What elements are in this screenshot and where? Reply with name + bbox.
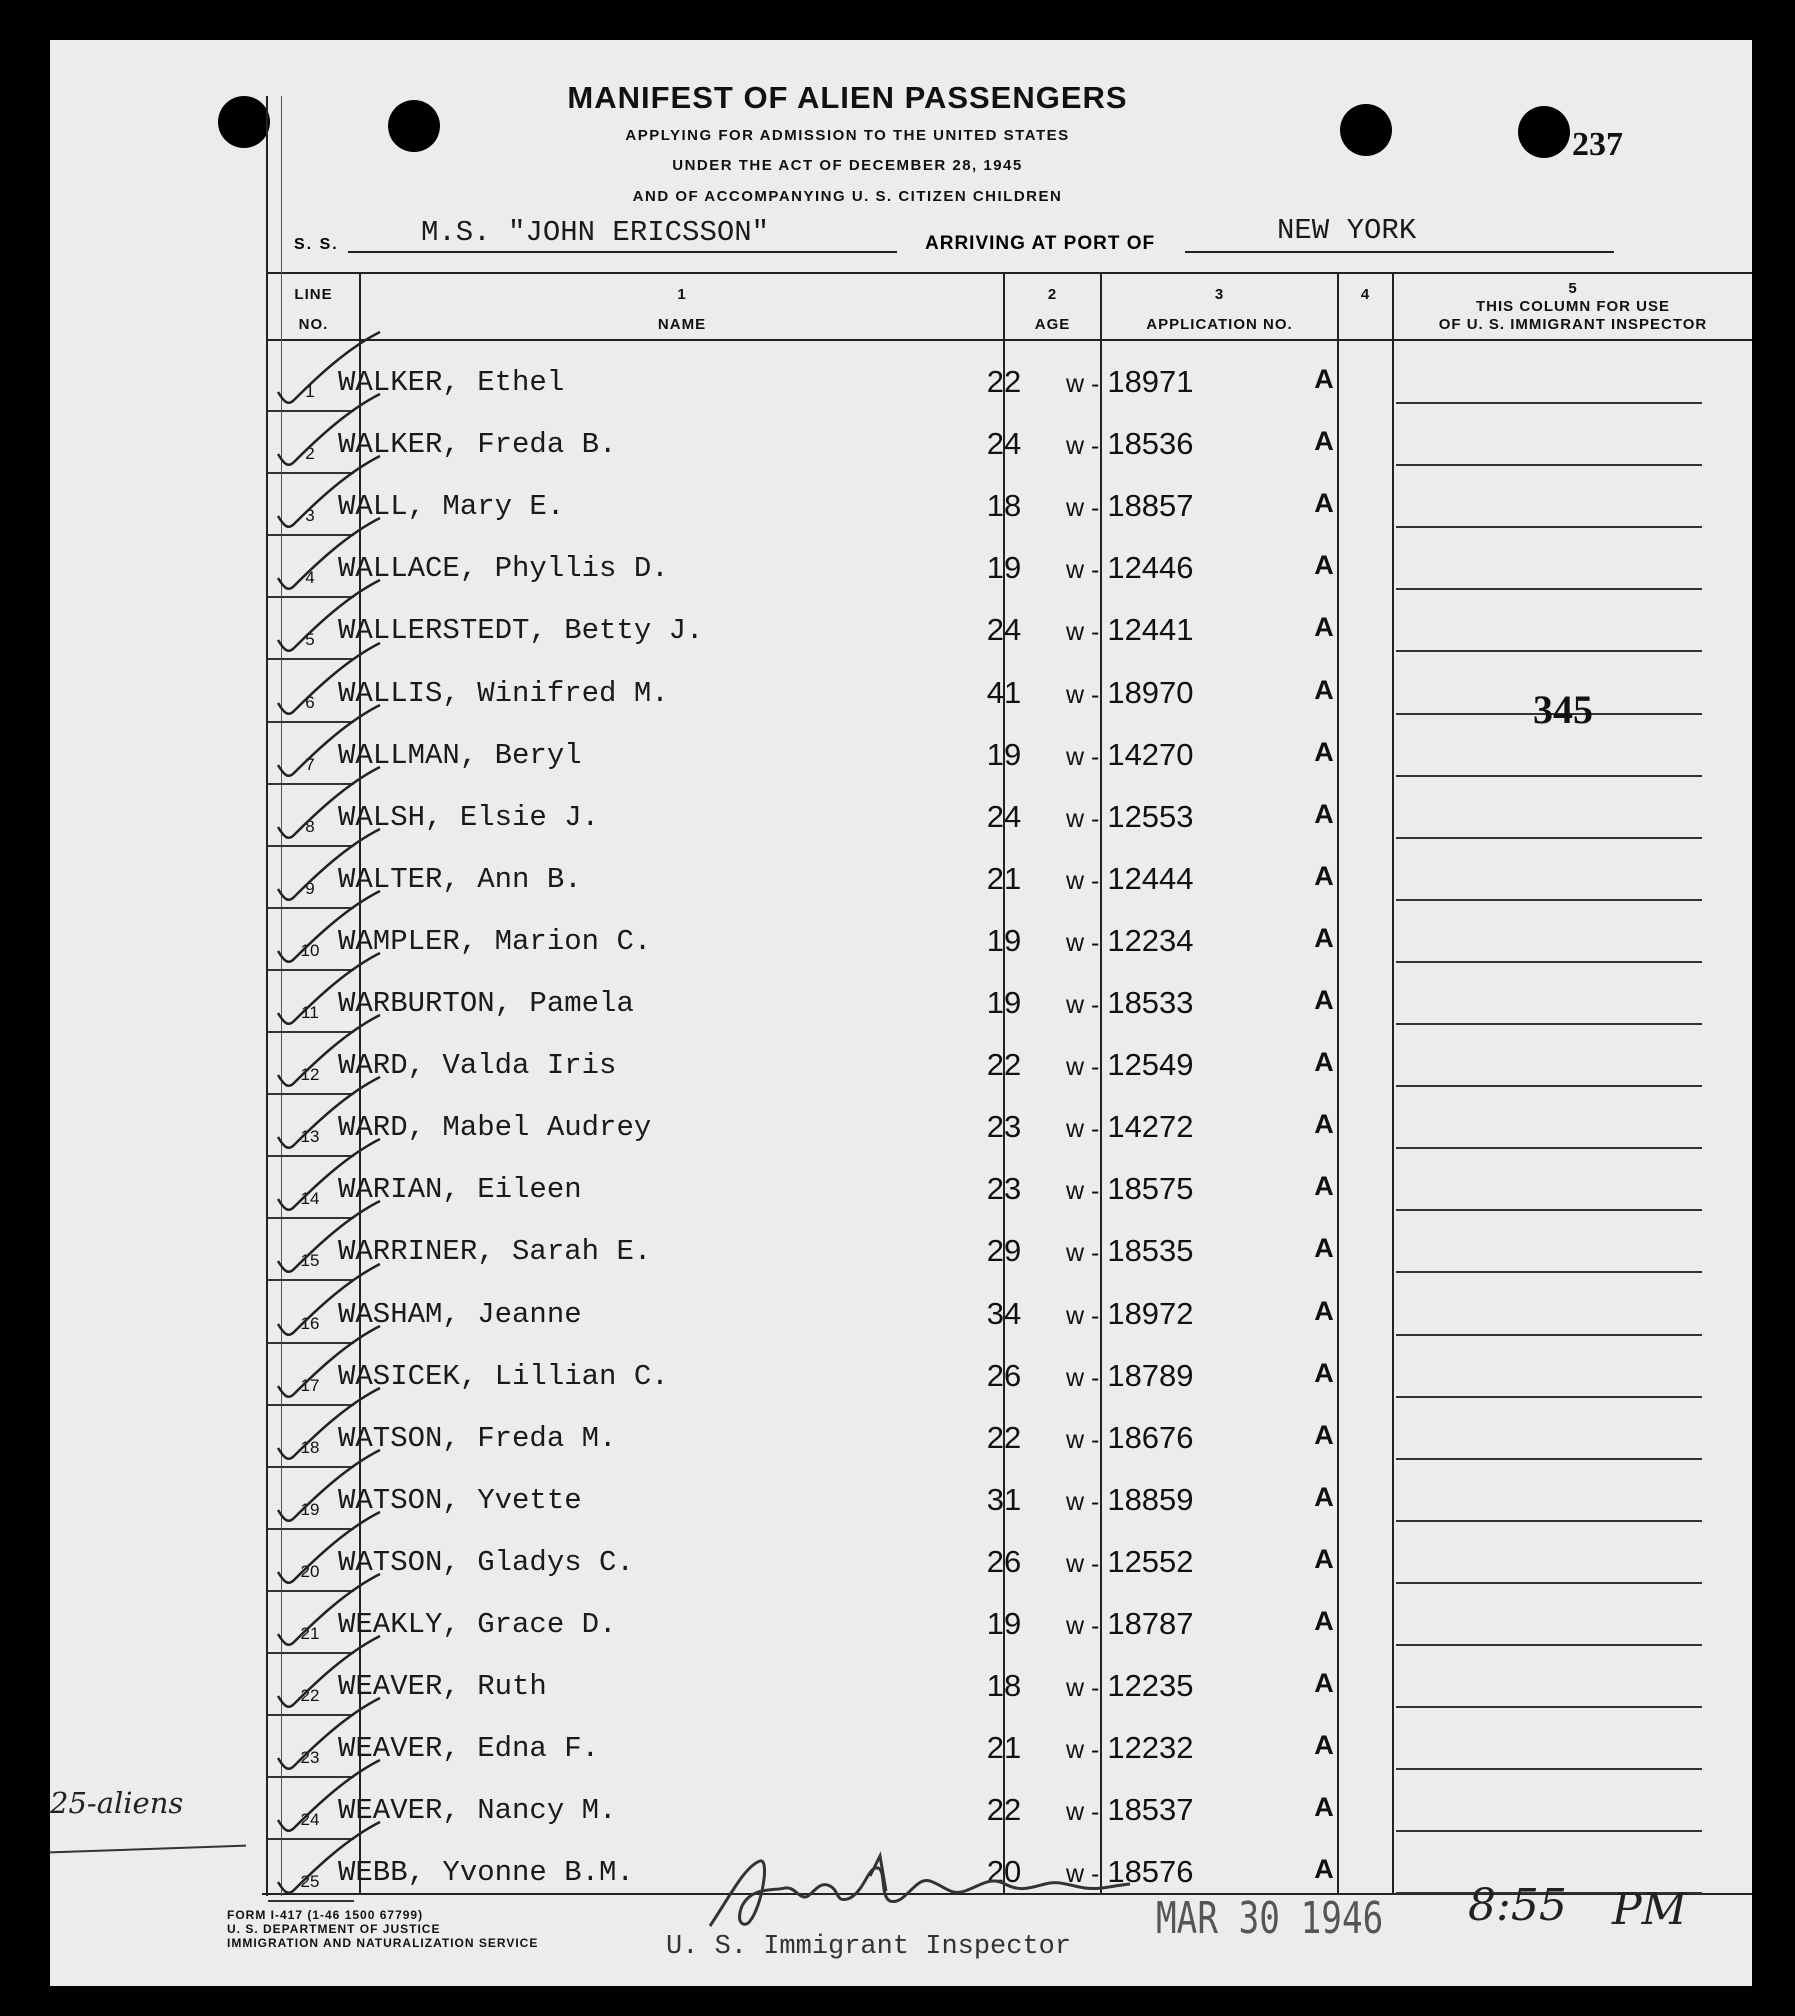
- passenger-age: 18: [986, 488, 1022, 524]
- application-prefix: w -: [1066, 1487, 1100, 1516]
- col-header-name-num: 1: [677, 286, 687, 303]
- line-number: 18: [300, 1437, 320, 1457]
- inspector-rule: [1396, 961, 1702, 963]
- passenger-name: WAMPLER, Marion C.: [338, 924, 652, 958]
- pm-note: PM: [1612, 1884, 1687, 1935]
- application-no: 12552: [1107, 1543, 1194, 1579]
- passenger-name: WALL, Mary E.: [338, 490, 565, 524]
- col-header-col4-num: 4: [1360, 286, 1371, 303]
- line-number: 16: [300, 1313, 320, 1333]
- application-prefix: w -: [1066, 432, 1100, 461]
- application-number: [1066, 364, 1296, 400]
- col-header-age-label: AGE: [1034, 316, 1071, 333]
- inspector-rule: [1396, 837, 1702, 839]
- passenger-age: 18: [986, 1668, 1022, 1704]
- col-header-inspector: [1394, 280, 1752, 334]
- passenger-name: WALLIS, Winifred M.: [338, 676, 669, 710]
- passenger-age: 24: [986, 798, 1022, 834]
- application-number: [1066, 1296, 1296, 1332]
- passenger-name: WALKER, Freda B.: [338, 428, 617, 462]
- line-number: 3: [305, 506, 315, 526]
- col-header-age-num: 2: [1047, 286, 1058, 303]
- column-4-code: A: [1314, 1233, 1334, 1264]
- col-header-col4: [1339, 280, 1392, 310]
- application-prefix: w -: [1066, 1425, 1100, 1454]
- column-4-code: A: [1314, 1543, 1334, 1574]
- application-number: [1066, 1420, 1296, 1456]
- passenger-name: WATSON, Freda M.: [338, 1421, 617, 1455]
- passenger-name: WARRINER, Sarah E.: [338, 1235, 652, 1269]
- passenger-age: 20: [986, 1854, 1022, 1890]
- application-prefix: w -: [1066, 804, 1100, 833]
- application-no: 18787: [1107, 1606, 1194, 1641]
- application-number: [1066, 488, 1296, 524]
- column-4-code: A: [1314, 550, 1334, 581]
- application-number: [1066, 1109, 1296, 1145]
- line-number: 11: [301, 1003, 319, 1022]
- passenger-age: 24: [986, 612, 1022, 648]
- passenger-name: WEAKLY, Grace D.: [338, 1608, 617, 1641]
- application-number: [1066, 1792, 1296, 1828]
- column-4-code: A: [1314, 426, 1334, 457]
- passenger-name: WARBURTON, Pamela: [338, 987, 634, 1020]
- inspector-rule: [1396, 402, 1702, 404]
- passenger-name: WALLERSTEDT, Betty J.: [338, 614, 704, 648]
- application-number: [1066, 1358, 1296, 1394]
- passenger-name: WEAVER, Nancy M.: [338, 1794, 617, 1828]
- col-header-name-label: NAME: [657, 316, 707, 333]
- passenger-age: 22: [986, 1419, 1022, 1455]
- application-number: [1066, 1730, 1296, 1766]
- line-number: 14: [300, 1189, 320, 1209]
- application-prefix: w -: [1066, 1239, 1100, 1268]
- inspector-rule: [1396, 1085, 1702, 1087]
- application-no: 18857: [1107, 488, 1194, 524]
- passenger-age: 41: [986, 674, 1022, 710]
- col-header-application-label: APPLICATION NO.: [1146, 316, 1293, 333]
- line-number: 21: [300, 1624, 320, 1643]
- inspector-rule: [1396, 1147, 1702, 1149]
- passenger-name: WASHAM, Jeanne: [338, 1297, 582, 1331]
- line-number: 20: [300, 1561, 320, 1581]
- application-prefix: w -: [1066, 866, 1100, 895]
- line-number: 19: [300, 1499, 320, 1519]
- application-no: 18537: [1107, 1792, 1194, 1828]
- column-4-code: A: [1314, 1668, 1334, 1699]
- footer-line-2: U. S. DEPARTMENT OF JUSTICE: [227, 1922, 441, 1936]
- application-no: 12234: [1107, 922, 1194, 958]
- application-prefix: w -: [1066, 1177, 1100, 1206]
- line-number: 6: [305, 692, 315, 712]
- passenger-age: 26: [986, 1357, 1022, 1393]
- column-4-code: A: [1314, 1419, 1334, 1450]
- inspector-rule: [1396, 464, 1702, 466]
- line-number: 8: [305, 816, 315, 836]
- application-no: 12549: [1107, 1047, 1194, 1083]
- subtitle-line-3: AND OF ACCOMPANYING U. S. CITIZEN CHILDREN: [632, 188, 1063, 205]
- column-4-code: A: [1314, 922, 1334, 953]
- col-header-application: [1102, 280, 1337, 340]
- footer-line-3: IMMIGRATION AND NATURALIZATION SERVICE: [227, 1936, 539, 1950]
- application-prefix: w -: [1066, 370, 1100, 398]
- line-number: 17: [300, 1375, 320, 1395]
- passenger-age: 19: [986, 922, 1022, 958]
- line-number: 2: [305, 444, 315, 464]
- col-header-inspector-line2: OF U. S. IMMIGRANT INSPECTOR: [1438, 316, 1708, 333]
- inspector-rule: [1396, 1209, 1702, 1211]
- ship-name: M.S. "JOHN ERICSSON": [421, 216, 770, 249]
- column-4-code: A: [1314, 1730, 1334, 1761]
- application-no: 18533: [1107, 985, 1194, 1020]
- application-prefix: w -: [1066, 1301, 1100, 1330]
- inspector-rule: [1396, 588, 1702, 590]
- passenger-name: WALKER, Ethel: [338, 366, 565, 399]
- application-prefix: w -: [1066, 556, 1100, 585]
- application-number: [1066, 1047, 1296, 1083]
- column-4-code: A: [1314, 612, 1334, 643]
- passenger-name: WARD, Mabel Audrey: [338, 1111, 652, 1145]
- application-prefix: w -: [1066, 680, 1100, 709]
- application-prefix: w -: [1066, 1736, 1100, 1765]
- passenger-age: 26: [986, 1543, 1022, 1579]
- column-4-code: A: [1314, 860, 1334, 891]
- col-header-name: [361, 280, 1003, 340]
- column-4-code: A: [1314, 1109, 1334, 1140]
- application-no: 12553: [1107, 798, 1194, 834]
- footer-line-1: FORM I-417 (1-46 1500 67799): [227, 1908, 424, 1922]
- ship-underline: [348, 251, 897, 253]
- application-prefix: w -: [1066, 1115, 1100, 1144]
- line-number-rule: [268, 1900, 354, 1902]
- inspector-rule: [1396, 650, 1702, 652]
- application-number: [1066, 737, 1296, 773]
- application-no: 14270: [1107, 736, 1194, 772]
- passenger-name: WASICEK, Lillian C.: [338, 1359, 669, 1393]
- passenger-age: 19: [986, 985, 1022, 1020]
- column-4-code: A: [1314, 985, 1334, 1015]
- form-footer: [227, 1908, 538, 1950]
- application-no: 12446: [1107, 550, 1194, 586]
- application-no: 18972: [1107, 1295, 1194, 1331]
- col-header-application-num: 3: [1214, 286, 1225, 303]
- ship-label: S. S.: [294, 236, 339, 253]
- application-no: 18676: [1107, 1419, 1194, 1455]
- passenger-age: 24: [986, 426, 1022, 462]
- col-header-inspector-line1: THIS COLUMN FOR USE: [1476, 298, 1670, 315]
- column-4-code: A: [1314, 1481, 1334, 1512]
- application-no: 18970: [1107, 674, 1194, 710]
- inspector-rule: [1396, 1830, 1702, 1832]
- application-no: 18859: [1107, 1481, 1194, 1517]
- passenger-name: WEAVER, Edna F.: [338, 1732, 600, 1766]
- passenger-name: WALSH, Elsie J.: [338, 800, 600, 834]
- application-no: 18789: [1107, 1357, 1194, 1393]
- application-number: [1066, 1482, 1296, 1518]
- application-prefix: w -: [1066, 928, 1100, 957]
- application-number: [1066, 426, 1296, 462]
- column-4-code: A: [1314, 364, 1334, 394]
- inspector-rule: [1396, 1768, 1702, 1770]
- application-no: 12441: [1107, 612, 1194, 648]
- line-number: 1: [305, 382, 315, 401]
- line-number: 13: [300, 1127, 320, 1147]
- column-4-code: A: [1314, 1792, 1334, 1823]
- line-number: 15: [300, 1251, 320, 1271]
- passenger-name: WALTER, Ann B.: [338, 862, 582, 896]
- col-header-age: [1005, 280, 1100, 340]
- inspector-rule: [1396, 775, 1702, 777]
- passenger-age: 21: [986, 860, 1022, 896]
- line-number: 12: [300, 1065, 320, 1085]
- subtitle-line-1: APPLYING FOR ADMISSION TO THE UNITED STATES: [625, 127, 1070, 144]
- column-4-code: A: [1314, 736, 1334, 767]
- inspector-rule: [1396, 1334, 1702, 1336]
- application-prefix: w -: [1066, 991, 1100, 1019]
- application-prefix: w -: [1066, 1549, 1100, 1578]
- passenger-name: WALLMAN, Beryl: [338, 738, 582, 772]
- col-header-line-2: NO.: [298, 316, 329, 333]
- passenger-name: WALLACE, Phyllis D.: [338, 552, 669, 586]
- inspector-rule: [1396, 526, 1702, 528]
- application-number: [1066, 923, 1296, 959]
- page-number: 237: [1572, 126, 1623, 163]
- inspector-rule: [1396, 1582, 1702, 1584]
- application-number: [1066, 1544, 1296, 1580]
- passenger-age: 23: [986, 1109, 1022, 1145]
- application-no: 18576: [1107, 1854, 1194, 1890]
- arriving-label: ARRIVING AT PORT OF: [925, 233, 1156, 254]
- application-prefix: w -: [1066, 618, 1100, 647]
- passenger-age: 23: [986, 1171, 1022, 1207]
- passenger-name: WEBB, Yvonne B.M.: [338, 1856, 634, 1890]
- application-prefix: w -: [1066, 1798, 1100, 1827]
- application-number: [1066, 675, 1296, 711]
- application-number: [1066, 1171, 1296, 1207]
- port-name: NEW YORK: [1277, 214, 1417, 247]
- passenger-age: 19: [986, 736, 1022, 772]
- application-no: 18575: [1107, 1171, 1194, 1207]
- application-prefix: w -: [1066, 742, 1100, 771]
- inspector-rule: [1396, 1706, 1702, 1708]
- inspector-rule: [1396, 1644, 1702, 1646]
- col-header-line-1: LINE: [294, 286, 333, 303]
- date-stamp: MAR 30 1946: [1156, 1893, 1384, 1944]
- line-number: 4: [305, 568, 315, 588]
- passenger-age: 29: [986, 1233, 1022, 1269]
- application-no: 12444: [1107, 860, 1194, 896]
- passenger-age: 21: [986, 1730, 1022, 1766]
- line-number: 24: [300, 1810, 320, 1830]
- application-no: 14272: [1107, 1109, 1194, 1145]
- signature-label: U. S. Immigrant Inspector: [666, 1932, 1072, 1962]
- application-prefix: w -: [1066, 1860, 1100, 1889]
- application-number: [1066, 612, 1296, 648]
- application-number: [1066, 799, 1296, 835]
- application-prefix: w -: [1066, 1363, 1100, 1392]
- passenger-age: 22: [986, 1047, 1022, 1083]
- application-no: 12232: [1107, 1730, 1194, 1766]
- application-no: 18535: [1107, 1233, 1194, 1269]
- application-number: [1066, 550, 1296, 586]
- column-4-code: A: [1314, 1357, 1334, 1388]
- column-4-code: A: [1314, 1047, 1334, 1078]
- inspector-rule: [1396, 1458, 1702, 1460]
- application-no: 12235: [1107, 1668, 1194, 1704]
- inspector-rule: [1396, 1396, 1702, 1398]
- passenger-name: WARIAN, Eileen: [338, 1173, 582, 1207]
- application-number: [1066, 1606, 1296, 1642]
- time-note: 8:55: [1468, 1880, 1567, 1931]
- passenger-name: WATSON, Gladys C.: [338, 1545, 634, 1579]
- line-number: 25: [300, 1872, 320, 1892]
- line-number: 10: [300, 940, 320, 960]
- application-no: 18971: [1107, 364, 1194, 399]
- passenger-age: 19: [986, 550, 1022, 586]
- application-prefix: w -: [1066, 1053, 1100, 1082]
- inspector-rule: [1396, 1023, 1702, 1025]
- inspector-stamp: 345: [1533, 687, 1593, 732]
- column-4-code: A: [1314, 1606, 1334, 1636]
- application-number: [1066, 861, 1296, 897]
- passenger-age: 34: [986, 1295, 1022, 1331]
- col-header-inspector-num: 5: [1568, 280, 1578, 297]
- passenger-name: WATSON, Yvette: [338, 1483, 582, 1517]
- column-4-code: A: [1314, 674, 1334, 705]
- application-no: 18536: [1107, 426, 1194, 462]
- inspector-rule: [1396, 1520, 1702, 1522]
- subtitle-line-2: UNDER THE ACT OF DECEMBER 28, 1945: [672, 157, 1023, 174]
- line-number: 9: [305, 878, 315, 898]
- application-number: [1066, 1668, 1296, 1704]
- line-number: 7: [305, 754, 315, 774]
- column-4-code: A: [1314, 488, 1334, 519]
- passenger-name: WEAVER, Ruth: [338, 1670, 547, 1704]
- passenger-age: 22: [986, 364, 1022, 399]
- column-4-code: A: [1314, 1171, 1334, 1202]
- port-underline: [1185, 251, 1614, 253]
- passenger-age: 31: [986, 1481, 1022, 1517]
- document-title: MANIFEST OF ALIEN PASSENGERS: [567, 80, 1128, 115]
- inspector-signature: [690, 1846, 1150, 1936]
- application-prefix: w -: [1066, 1674, 1100, 1703]
- margin-note: 25-aliens: [50, 1786, 184, 1820]
- inspector-rule: [1396, 1271, 1702, 1273]
- column-4-code: A: [1314, 798, 1334, 829]
- line-number: 5: [305, 630, 315, 650]
- passenger-age: 22: [986, 1792, 1022, 1828]
- passenger-name: WARD, Valda Iris: [338, 1049, 617, 1083]
- inspector-rule: [1396, 899, 1702, 901]
- line-number: 22: [300, 1686, 320, 1706]
- application-prefix: w -: [1066, 1612, 1100, 1640]
- table-top-rule: [268, 272, 1752, 274]
- application-number: [1066, 985, 1296, 1021]
- application-number: [1066, 1233, 1296, 1269]
- line-number: 23: [300, 1748, 320, 1768]
- column-4-code: A: [1314, 1854, 1334, 1885]
- column-4-code: A: [1314, 1295, 1334, 1326]
- passenger-age: 19: [986, 1606, 1022, 1641]
- application-prefix: w -: [1066, 494, 1100, 523]
